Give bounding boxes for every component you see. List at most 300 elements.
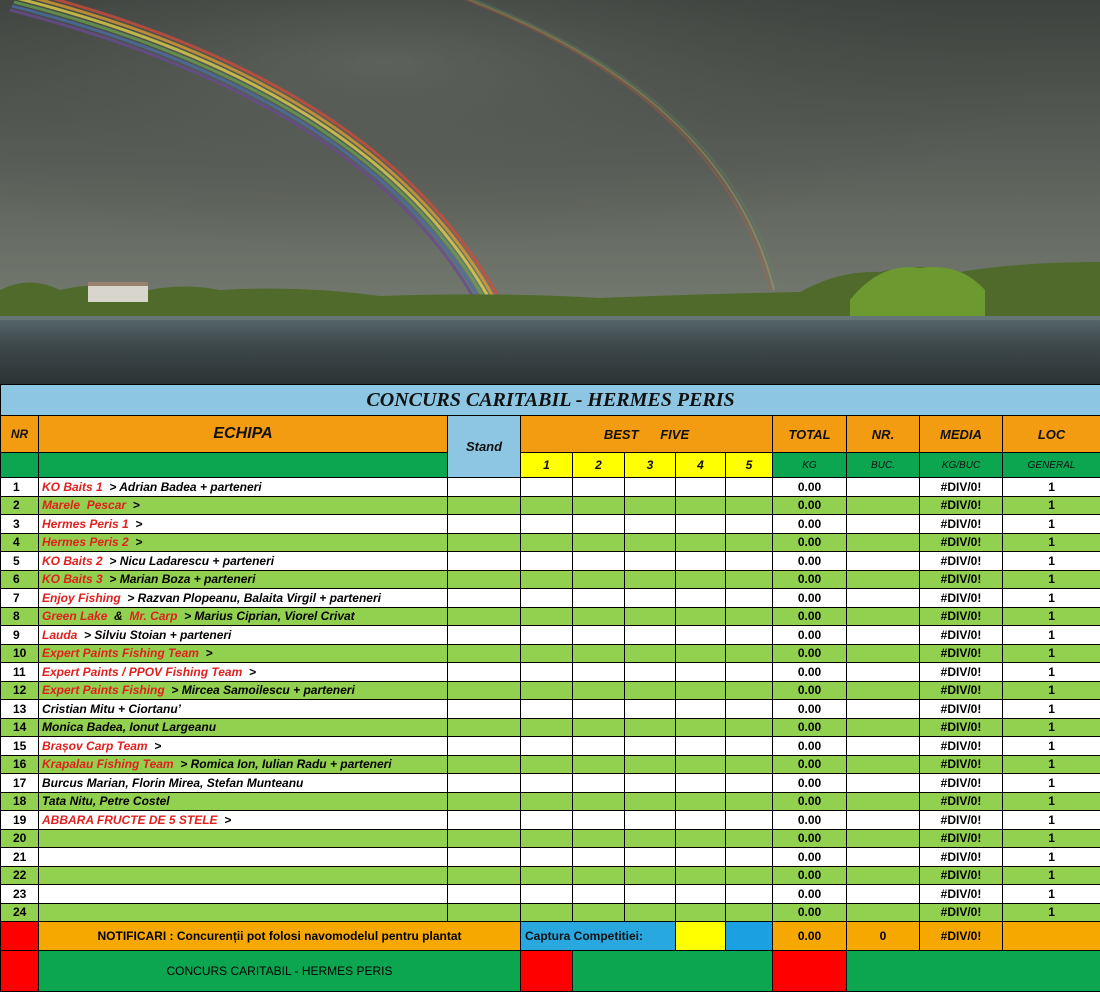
row-number: 11	[1, 663, 39, 682]
media-kg-buc: #DIV/0!	[920, 644, 1003, 663]
team-name: Expert Paints / PPOV Fishing Team	[42, 664, 243, 679]
sheet-title: CONCURS CARITABIL - HERMES PERIS	[1, 385, 1100, 416]
media-kg-buc: #DIV/0!	[920, 737, 1003, 756]
nr-buc[interactable]	[847, 681, 920, 700]
best-five-cell[interactable]	[726, 792, 773, 811]
table-row	[1, 663, 1100, 682]
nr-buc[interactable]	[847, 700, 920, 719]
stand-cell[interactable]	[448, 848, 521, 867]
best-five-cell[interactable]	[521, 570, 573, 589]
best-five-cell[interactable]	[676, 496, 726, 515]
best-five-cell[interactable]	[573, 533, 625, 552]
best-five-col-3: 3	[625, 453, 676, 478]
loc-general: 1	[1003, 496, 1100, 515]
header-photo	[0, 0, 1100, 384]
best-five-cell[interactable]	[625, 792, 676, 811]
team-cell	[39, 644, 448, 663]
best-five-cell[interactable]	[676, 774, 726, 793]
stand-cell[interactable]	[448, 589, 521, 608]
stand-cell[interactable]	[448, 496, 521, 515]
header-loc: LOC	[1003, 416, 1100, 453]
header-kg: KG	[773, 453, 847, 478]
table-row	[1, 829, 1100, 848]
best-five-cell[interactable]	[573, 663, 625, 682]
table-row	[1, 718, 1100, 737]
table-row	[1, 589, 1100, 608]
best-five-cell[interactable]	[726, 607, 773, 626]
best-five-cell[interactable]	[726, 644, 773, 663]
team-members: Burcus Marian, Florin Mirea, Stefan Munteanu	[42, 775, 304, 790]
best-five-cell[interactable]	[676, 792, 726, 811]
best-five-cell[interactable]	[573, 829, 625, 848]
best-five-cell[interactable]	[625, 533, 676, 552]
loc-general: 1	[1003, 570, 1100, 589]
team-members: > Marius Ciprian, Viorel Crivat	[177, 609, 355, 624]
best-five-cell[interactable]	[726, 737, 773, 756]
total-kg: 0.00	[773, 885, 847, 904]
nr-buc[interactable]	[847, 496, 920, 515]
row-number: 20	[1, 829, 39, 848]
total-kg: 0.00	[773, 533, 847, 552]
table-row	[1, 570, 1100, 589]
row-number: 14	[1, 718, 39, 737]
nr-buc[interactable]	[847, 792, 920, 811]
best-five-cell[interactable]	[726, 589, 773, 608]
best-five-cell[interactable]	[573, 589, 625, 608]
nr-buc[interactable]	[847, 589, 920, 608]
captura-label: Captura Competitiei:	[521, 922, 676, 951]
nr-buc[interactable]	[847, 885, 920, 904]
row-number: 15	[1, 737, 39, 756]
stand-cell[interactable]	[448, 478, 521, 497]
nr-buc[interactable]	[847, 811, 920, 830]
best-five-cell[interactable]	[521, 737, 573, 756]
media-kg-buc: #DIV/0!	[920, 478, 1003, 497]
team-name: Expert Paints Fishing	[42, 683, 165, 698]
stand-cell[interactable]	[448, 663, 521, 682]
loc-general: 1	[1003, 755, 1100, 774]
table-row	[1, 866, 1100, 885]
nr-buc[interactable]	[847, 755, 920, 774]
results-table	[0, 384, 1100, 992]
team-members: Cristian Mitu + Ciortanu’	[42, 701, 182, 716]
nr-buc[interactable]	[847, 626, 920, 645]
captura-blue-cell	[726, 922, 773, 951]
best-five-cell[interactable]	[521, 681, 573, 700]
footer-red-cell-2	[1, 951, 39, 992]
row-number: 6	[1, 570, 39, 589]
best-five-cell[interactable]	[573, 552, 625, 571]
team-members: > Mircea Samoilescu + parteneri	[164, 683, 355, 698]
stand-cell[interactable]	[448, 718, 521, 737]
row-number: 12	[1, 681, 39, 700]
best-five-cell[interactable]	[521, 718, 573, 737]
stand-cell[interactable]	[448, 533, 521, 552]
best-five-cell[interactable]	[521, 589, 573, 608]
loc-general: 1	[1003, 737, 1100, 756]
best-five-cell[interactable]	[521, 700, 573, 719]
team-cell	[39, 737, 448, 756]
stand-cell[interactable]	[448, 681, 521, 700]
loc-general: 1	[1003, 607, 1100, 626]
best-five-cell[interactable]	[573, 700, 625, 719]
media-kg-buc: #DIV/0!	[920, 903, 1003, 922]
best-five-cell[interactable]	[726, 533, 773, 552]
footer-red-block	[521, 951, 573, 992]
best-five-cell[interactable]	[625, 663, 676, 682]
team-members: >	[128, 516, 143, 531]
best-five-cell[interactable]	[521, 533, 573, 552]
best-five-cell[interactable]	[726, 755, 773, 774]
best-five-cell[interactable]	[726, 903, 773, 922]
team-members: &	[107, 609, 130, 624]
nr-buc[interactable]	[847, 644, 920, 663]
header-echipa: ECHIPA	[39, 416, 448, 453]
best-five-cell[interactable]	[625, 644, 676, 663]
media-kg-buc: #DIV/0!	[920, 866, 1003, 885]
best-five-cell[interactable]	[521, 663, 573, 682]
total-kg: 0.00	[773, 478, 847, 497]
best-five-cell[interactable]	[676, 533, 726, 552]
best-five-cell[interactable]	[676, 589, 726, 608]
nr-buc[interactable]	[847, 570, 920, 589]
best-five-cell[interactable]	[625, 626, 676, 645]
best-five-cell[interactable]	[676, 885, 726, 904]
nr-buc[interactable]	[847, 903, 920, 922]
media-kg-buc: #DIV/0!	[920, 848, 1003, 867]
loc-general: 1	[1003, 848, 1100, 867]
team-members: >	[198, 646, 213, 661]
best-five-cell[interactable]	[676, 607, 726, 626]
team-cell	[39, 885, 448, 904]
stand-cell[interactable]	[448, 811, 521, 830]
best-five-cell[interactable]	[676, 478, 726, 497]
best-five-cell[interactable]	[573, 626, 625, 645]
nr-buc[interactable]	[847, 774, 920, 793]
best-five-cell[interactable]	[625, 515, 676, 534]
loc-general: 1	[1003, 589, 1100, 608]
stand-cell[interactable]	[448, 737, 521, 756]
best-five-cell[interactable]	[573, 792, 625, 811]
nr-buc[interactable]	[847, 515, 920, 534]
media-kg-buc: #DIV/0!	[920, 663, 1003, 682]
best-five-cell[interactable]	[521, 848, 573, 867]
nr-buc[interactable]	[847, 607, 920, 626]
team-name: Lauda	[42, 627, 78, 642]
stand-cell[interactable]	[448, 570, 521, 589]
team-cell	[39, 478, 448, 497]
best-five-cell[interactable]	[676, 718, 726, 737]
row-number: 4	[1, 533, 39, 552]
best-five-cell[interactable]	[676, 644, 726, 663]
team-members: >	[217, 812, 232, 827]
loc-general: 1	[1003, 829, 1100, 848]
best-five-col-4: 4	[676, 453, 726, 478]
best-five-cell[interactable]	[726, 848, 773, 867]
media-kg-buc: #DIV/0!	[920, 718, 1003, 737]
loc-general: 1	[1003, 626, 1100, 645]
best-five-cell[interactable]	[726, 885, 773, 904]
best-five-cell[interactable]	[573, 903, 625, 922]
row-number: 2	[1, 496, 39, 515]
header-nr: NR	[1, 416, 39, 453]
footer-red-cell	[1, 922, 39, 951]
media-kg-buc: #DIV/0!	[920, 515, 1003, 534]
total-kg: 0.00	[773, 570, 847, 589]
best-five-cell[interactable]	[573, 570, 625, 589]
best-five-cell[interactable]	[726, 626, 773, 645]
nr-buc[interactable]	[847, 478, 920, 497]
best-five-cell[interactable]	[726, 515, 773, 534]
team-cell	[39, 552, 448, 571]
table-row	[1, 478, 1100, 497]
best-five-cell[interactable]	[625, 718, 676, 737]
best-five-cell[interactable]	[676, 811, 726, 830]
stand-cell[interactable]	[448, 774, 521, 793]
table-row	[1, 700, 1100, 719]
total-kg: 0.00	[773, 515, 847, 534]
loc-general: 1	[1003, 774, 1100, 793]
best-five-cell[interactable]	[726, 774, 773, 793]
best-five-cell[interactable]	[676, 681, 726, 700]
best-five-cell[interactable]	[726, 570, 773, 589]
stand-cell[interactable]	[448, 515, 521, 534]
nr-buc[interactable]	[847, 737, 920, 756]
loc-general: 1	[1003, 792, 1100, 811]
best-five-cell[interactable]	[676, 515, 726, 534]
stand-cell[interactable]	[448, 829, 521, 848]
total-kg: 0.00	[773, 792, 847, 811]
media-kg-buc: #DIV/0!	[920, 811, 1003, 830]
team-cell	[39, 607, 448, 626]
media-kg-buc: #DIV/0!	[920, 792, 1003, 811]
best-five-cell[interactable]	[676, 552, 726, 571]
team-name: KO Baits 3	[42, 572, 103, 587]
header-total: TOTAL	[773, 416, 847, 453]
media-kg-buc: #DIV/0!	[920, 570, 1003, 589]
best-five-col-5: 5	[726, 453, 773, 478]
table-row	[1, 533, 1100, 552]
best-five-cell[interactable]	[625, 829, 676, 848]
table-row	[1, 792, 1100, 811]
best-five-cell[interactable]	[521, 811, 573, 830]
stand-cell[interactable]	[448, 607, 521, 626]
row-number: 1	[1, 478, 39, 497]
team-name: Enjoy Fishing	[42, 590, 121, 605]
table-row	[1, 496, 1100, 515]
nr-buc[interactable]	[847, 533, 920, 552]
media-kg-buc: #DIV/0!	[920, 533, 1003, 552]
best-five-cell[interactable]	[625, 848, 676, 867]
best-five-cell[interactable]	[521, 552, 573, 571]
team-members: > Nicu Ladarescu + parteneri	[102, 553, 275, 568]
total-kg: 0.00	[773, 848, 847, 867]
media-kg-buc: #DIV/0!	[920, 774, 1003, 793]
best-five-cell[interactable]	[521, 496, 573, 515]
table-row	[1, 552, 1100, 571]
team-members: >	[147, 738, 162, 753]
total-kg: 0.00	[773, 589, 847, 608]
best-five-cell[interactable]	[676, 829, 726, 848]
header-nr-sub	[1, 453, 39, 478]
stand-cell[interactable]	[448, 552, 521, 571]
best-five-cell[interactable]	[573, 811, 625, 830]
best-five-cell[interactable]	[625, 755, 676, 774]
team-cell	[39, 903, 448, 922]
footer-total: 0.00	[773, 922, 847, 951]
team-cell	[39, 663, 448, 682]
stand-cell[interactable]	[448, 903, 521, 922]
best-five-cell[interactable]	[625, 866, 676, 885]
nr-buc[interactable]	[847, 829, 920, 848]
best-five-cell[interactable]	[676, 626, 726, 645]
best-five-cell[interactable]	[521, 866, 573, 885]
best-five-cell[interactable]	[625, 478, 676, 497]
team-cell	[39, 589, 448, 608]
best-five-cell[interactable]	[726, 478, 773, 497]
stand-cell[interactable]	[448, 755, 521, 774]
row-number: 23	[1, 885, 39, 904]
nr-buc[interactable]	[847, 552, 920, 571]
best-five-cell[interactable]	[625, 570, 676, 589]
best-five-cell[interactable]	[521, 774, 573, 793]
best-five-col-1: 1	[521, 453, 573, 478]
team-name: ABBARA FRUCTE DE 5 STELE	[42, 812, 218, 827]
best-five-cell[interactable]	[676, 570, 726, 589]
loc-general: 1	[1003, 681, 1100, 700]
best-five-cell[interactable]	[726, 718, 773, 737]
best-five-cell[interactable]	[521, 829, 573, 848]
footer-buc: 0	[847, 922, 920, 951]
loc-general: 1	[1003, 552, 1100, 571]
best-five-cell[interactable]	[726, 866, 773, 885]
best-five-cell[interactable]	[521, 515, 573, 534]
best-five-cell[interactable]	[625, 496, 676, 515]
stand-cell[interactable]	[448, 866, 521, 885]
best-five-cell[interactable]	[573, 681, 625, 700]
nr-buc[interactable]	[847, 718, 920, 737]
best-five-cell[interactable]	[521, 626, 573, 645]
row-number: 10	[1, 644, 39, 663]
best-five-cell[interactable]	[726, 496, 773, 515]
best-five-cell[interactable]	[726, 663, 773, 682]
best-five-col-2: 2	[573, 453, 625, 478]
best-five-cell[interactable]	[625, 774, 676, 793]
best-five-cell[interactable]	[573, 515, 625, 534]
best-five-cell[interactable]	[625, 737, 676, 756]
best-five-cell[interactable]	[625, 607, 676, 626]
best-five-cell[interactable]	[573, 607, 625, 626]
best-five-cell[interactable]	[573, 885, 625, 904]
table-row	[1, 774, 1100, 793]
footer-green-block	[573, 951, 773, 992]
stand-cell[interactable]	[448, 644, 521, 663]
nr-buc[interactable]	[847, 663, 920, 682]
team-name: Marele Pescar	[42, 498, 127, 513]
stand-cell[interactable]	[448, 626, 521, 645]
best-five-cell[interactable]	[573, 496, 625, 515]
table-row	[1, 681, 1100, 700]
nr-buc[interactable]	[847, 866, 920, 885]
table-row	[1, 515, 1100, 534]
header-best-five	[521, 416, 773, 453]
stand-cell[interactable]	[448, 792, 521, 811]
best-five-cell[interactable]	[573, 644, 625, 663]
best-five-cell[interactable]	[521, 644, 573, 663]
footer-media: #DIV/0!	[920, 922, 1003, 951]
best-five-cell[interactable]	[521, 792, 573, 811]
total-kg: 0.00	[773, 718, 847, 737]
best-five-cell[interactable]	[521, 607, 573, 626]
best-five-cell[interactable]	[521, 903, 573, 922]
best-five-cell[interactable]	[625, 885, 676, 904]
table-row	[1, 644, 1100, 663]
best-five-cell[interactable]	[573, 755, 625, 774]
best-five-cell[interactable]	[521, 755, 573, 774]
best-five-cell[interactable]	[625, 700, 676, 719]
best-five-cell[interactable]	[726, 552, 773, 571]
header-five: FIVE	[660, 426, 690, 442]
best-five-cell[interactable]	[521, 885, 573, 904]
row-number: 18	[1, 792, 39, 811]
header-buc: BUC.	[847, 453, 920, 478]
best-five-cell[interactable]	[625, 903, 676, 922]
best-five-cell[interactable]	[625, 811, 676, 830]
loc-general: 1	[1003, 866, 1100, 885]
row-number: 13	[1, 700, 39, 719]
best-five-cell[interactable]	[676, 848, 726, 867]
best-five-cell[interactable]	[573, 866, 625, 885]
best-five-cell[interactable]	[676, 866, 726, 885]
best-five-cell[interactable]	[726, 681, 773, 700]
best-five-cell[interactable]	[625, 552, 676, 571]
best-five-cell[interactable]	[676, 700, 726, 719]
best-five-cell[interactable]	[573, 737, 625, 756]
row-number: 7	[1, 589, 39, 608]
team-cell	[39, 811, 448, 830]
best-five-cell[interactable]	[726, 811, 773, 830]
loc-general: 1	[1003, 663, 1100, 682]
best-five-cell[interactable]	[726, 829, 773, 848]
best-five-cell[interactable]	[521, 478, 573, 497]
best-five-cell[interactable]	[726, 700, 773, 719]
best-five-cell[interactable]	[573, 774, 625, 793]
team-cell	[39, 626, 448, 645]
nr-buc[interactable]	[847, 848, 920, 867]
best-five-cell[interactable]	[573, 848, 625, 867]
total-kg: 0.00	[773, 663, 847, 682]
footer-red-block-2	[773, 951, 847, 992]
best-five-cell[interactable]	[625, 589, 676, 608]
loc-general: 1	[1003, 533, 1100, 552]
team-name: Hermes Peris 1	[42, 516, 129, 531]
team-members: >	[242, 664, 256, 679]
best-five-cell[interactable]	[676, 755, 726, 774]
stand-cell[interactable]	[448, 700, 521, 719]
best-five-cell[interactable]	[573, 478, 625, 497]
best-five-cell[interactable]	[573, 718, 625, 737]
media-kg-buc: #DIV/0!	[920, 589, 1003, 608]
total-kg: 0.00	[773, 774, 847, 793]
total-kg: 0.00	[773, 700, 847, 719]
best-five-cell[interactable]	[625, 681, 676, 700]
stand-cell[interactable]	[448, 885, 521, 904]
table-row	[1, 755, 1100, 774]
best-five-cell[interactable]	[676, 663, 726, 682]
row-number: 22	[1, 866, 39, 885]
best-five-cell[interactable]	[676, 903, 726, 922]
best-five-cell[interactable]	[676, 737, 726, 756]
